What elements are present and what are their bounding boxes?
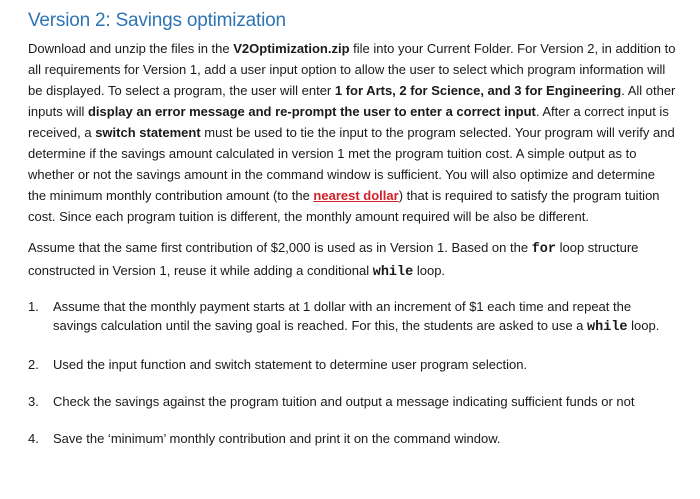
list-text: Save the ‘minimum’ monthly contribution and print it on the command window. [53,431,501,446]
text-run: . After a correct input is received, a [28,104,669,140]
list-item [28,429,676,448]
paragraph-instructions [28,38,676,227]
steps-list [28,297,676,448]
page-title: Version 2: Savings optimization [28,10,286,31]
error-requirement: display an error message and re-prompt the user to enter a correct input [87,104,536,119]
list-number: 3. [28,394,39,409]
while-keyword: while [587,320,628,335]
list-number: 4. [28,431,39,446]
switch-statement: switch statement [95,125,201,140]
list-number: 2. [28,357,39,372]
text-run: file into your Current Folder. For Version 2, in addition to all requirements for Version 1, add a user input option to allow the user to select which program information will be displayed. To select a program, the user will enter [28,41,676,98]
list-item [28,297,676,337]
text-run: Download and unzip the files in the [28,41,234,56]
program-options: 1 for Arts, 2 for Science, and 3 for Engineering [334,83,622,98]
list-item [28,392,676,411]
text-run: loop. [413,263,446,278]
while-keyword: while [372,265,414,280]
list-text: Used the input function and switch statement to determine user program selection. [53,357,528,372]
list-number: 1. [28,299,39,314]
text-run: Assume that the monthly payment starts at 1 dollar with an increment of $1 each time and repeat the savings calculation until the saving goal is reached. For this, the students are asked to use a [53,299,632,333]
paragraph-assumption [28,237,676,283]
zip-filename: V2Optimization.zip [233,41,350,56]
text-run: Assume that the same first contribution of $2,000 is used as in Version 1. Based on the [28,240,532,255]
text-run: must be used to tie the input to the program selected. Your program will verify and determine if the savings amount calculated in version 1 met the program tuition cost. A simple output as to whether or not the savings amount in the command window is sufficient. You will also optimize and determine the minimum monthly contribution amount (to the [28,125,675,203]
document-page [28,10,676,466]
nearest-dollar-link[interactable]: nearest dollar [313,188,399,203]
text-run: . All other inputs will [28,83,676,119]
list-item [28,355,676,374]
text-run: ) that is required to satisfy the program tuition cost. Since each program tuition is different, the monthly amount required will be also be different. [28,188,660,224]
text-run: loop structure constructed in Version 1, reuse it while adding a conditional [28,240,639,278]
text-run: loop. [627,318,660,333]
for-keyword: for [531,242,556,257]
list-text: Check the savings against the program tuition and output a message indicating sufficient funds or not [53,394,635,409]
